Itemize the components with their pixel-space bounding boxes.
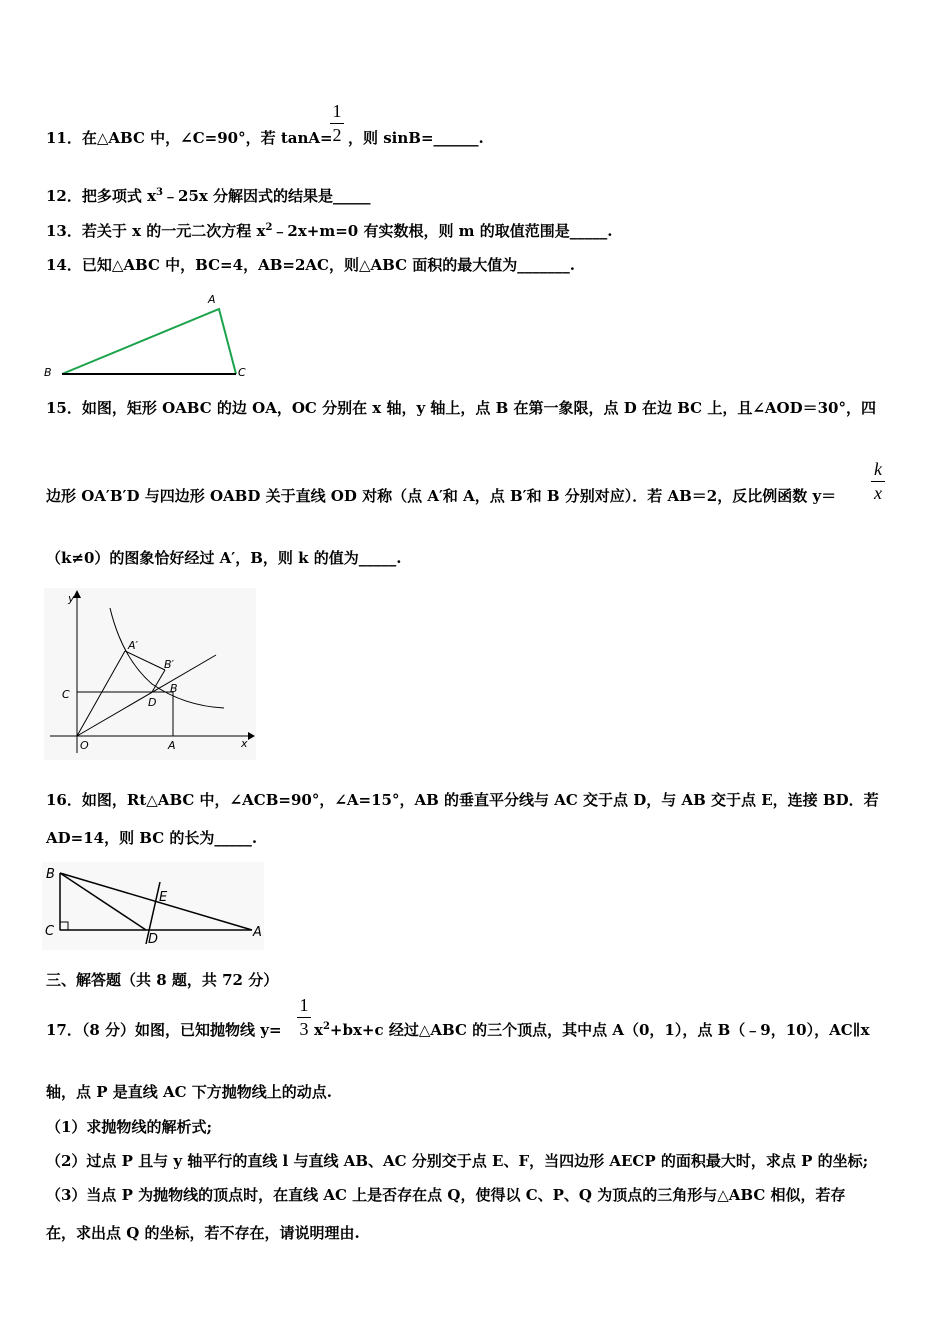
question-17-sub-3a bbox=[46, 1185, 846, 1205]
q13-text-before: 13．若关于 x 的一元二次方程 x bbox=[46, 222, 266, 240]
q16-label-b: B bbox=[46, 867, 55, 882]
question-11 bbox=[46, 128, 333, 148]
q16-label-c: C bbox=[45, 924, 55, 939]
question-14 bbox=[46, 255, 575, 275]
q16-label-e: E bbox=[159, 890, 168, 905]
q11-fraction bbox=[330, 101, 344, 146]
q15-coordinate-figure bbox=[44, 588, 256, 760]
question-17-sub-3b bbox=[46, 1223, 360, 1243]
q15-label-b-prime: B′ bbox=[164, 658, 175, 671]
q17-text-after: +bx+c 经过△ABC 的三个顶点，其中点 A（0，1），点 B（﹣9，10），AC∥x bbox=[329, 1021, 870, 1039]
q16-triangle-figure bbox=[42, 862, 264, 950]
q16-line-2-text: AD=14，则 BC 的长为_____. bbox=[46, 829, 258, 847]
section-3-heading bbox=[46, 970, 278, 990]
q17-sub-3a-text: （3）当点 P 为抛物线的顶点时，在直线 AC 上是否存在点 Q，使得以 C、P、Q 为顶点的三角形与△ABC 相似，若存 bbox=[46, 1186, 846, 1204]
q16-label-d: D bbox=[148, 932, 159, 947]
question-16-line-1 bbox=[46, 790, 879, 810]
q11-tail bbox=[348, 128, 484, 148]
q17-fraction bbox=[297, 995, 311, 1040]
q15-line-2-text: 边形 OA′B′D 与四边形 OABD 关于直线 OD 对称（点 A′和 A，点 B′和 B 分别对应）．若 AB＝2，反比例函数 y＝ bbox=[46, 487, 837, 505]
section-3-text: 三、解答题（共 8 题，共 72 分） bbox=[46, 971, 279, 989]
q11-text-after: ，则 sinB=______. bbox=[348, 129, 484, 147]
q15-label-o: O bbox=[80, 739, 89, 752]
question-15-line-3 bbox=[46, 548, 401, 568]
q14-text: 14．已知△ABC 中，BC=4，AB=2AC，则△ABC 面积的最大值为_______. bbox=[46, 256, 575, 274]
q11-text-before: 11．在△ABC 中，∠C=90°，若 tanA= bbox=[46, 129, 333, 147]
q17-sub-3b-text: 在，求出点 Q 的坐标，若不存在，请说明理由. bbox=[46, 1224, 360, 1242]
question-15-line-1 bbox=[46, 398, 876, 418]
q15-line-3-text: （k≠0）的图象恰好经过 A′，B，则 k 的值为_____. bbox=[46, 549, 402, 567]
q15-line-1-text: 15．如图，矩形 OABC 的边 OA，OC 分别在 x 轴，y 轴上，点 B 在第一象限，点 D 在边 BC 上，且∠AOD＝30°，四 bbox=[46, 399, 876, 417]
q17-exponent: 2 bbox=[322, 1021, 330, 1032]
q17-fraction-denominator: 3 bbox=[299, 1019, 309, 1039]
question-17-sub-1 bbox=[46, 1117, 212, 1137]
q14-label-a: A bbox=[208, 293, 216, 306]
question-17-sub-2 bbox=[46, 1151, 868, 1171]
q15-label-a: A bbox=[168, 739, 176, 752]
q17-x: x bbox=[314, 1021, 323, 1039]
q15-label-x: x bbox=[241, 737, 248, 750]
q14-label-c: C bbox=[238, 366, 246, 379]
question-13 bbox=[46, 221, 613, 241]
q17-fraction-numerator: 1 bbox=[299, 995, 309, 1015]
question-17-line-1b bbox=[314, 1020, 870, 1040]
q15-fraction bbox=[871, 459, 885, 504]
q11-fraction-numerator: 1 bbox=[332, 101, 342, 121]
question-17-line-2 bbox=[46, 1082, 332, 1102]
q17-sub-1-text: （1）求抛物线的解析式; bbox=[46, 1118, 212, 1136]
q12-exponent: 3 bbox=[156, 187, 164, 198]
q15-label-y: y bbox=[68, 592, 75, 605]
q12-text-after: ﹣25x 分解因式的结果是_____ bbox=[163, 187, 371, 205]
question-16-line-2 bbox=[46, 828, 257, 848]
q17-sub-2-text: （2）过点 P 且与 y 轴平行的直线 l 与直线 AB、AC 分别交于点 E、F，当四边形 AECP 的面积最大时，求点 P 的坐标; bbox=[46, 1152, 869, 1170]
q16-label-a: A bbox=[253, 925, 262, 940]
q14-triangle-ab-ac bbox=[62, 309, 236, 374]
q14-label-b: B bbox=[44, 366, 52, 379]
q15-label-b: B bbox=[170, 682, 178, 695]
q16-line-1-text: 16．如图，Rt△ABC 中，∠ACB=90°，∠A=15°，AB 的垂直平分线与 AC 交于点 D，与 AB 交于点 E，连接 BD．若 bbox=[46, 791, 879, 809]
question-17-line-1a bbox=[46, 1020, 282, 1040]
q17-line-2-text: 轴，点 P 是直线 AC 下方抛物线上的动点. bbox=[46, 1083, 332, 1101]
q12-text-before: 12．把多项式 x bbox=[46, 187, 157, 205]
q11-fraction-denominator: 2 bbox=[332, 125, 342, 145]
q13-text-after: ﹣2x+m=0 有实数根，则 m 的取值范围是_____. bbox=[272, 222, 613, 240]
q15-fraction-numerator: k bbox=[874, 459, 882, 479]
q17-text-before: 17．（8 分）如图，已知抛物线 y= bbox=[46, 1021, 282, 1039]
q14-triangle-figure bbox=[40, 290, 260, 382]
question-15-line-2 bbox=[46, 486, 836, 506]
q13-exponent: 2 bbox=[265, 222, 273, 233]
q15-fraction-denominator: x bbox=[874, 483, 882, 503]
q15-label-c: C bbox=[62, 688, 70, 701]
q15-label-a-prime: A′ bbox=[128, 639, 139, 652]
question-12 bbox=[46, 186, 371, 206]
q15-label-d: D bbox=[148, 696, 157, 709]
